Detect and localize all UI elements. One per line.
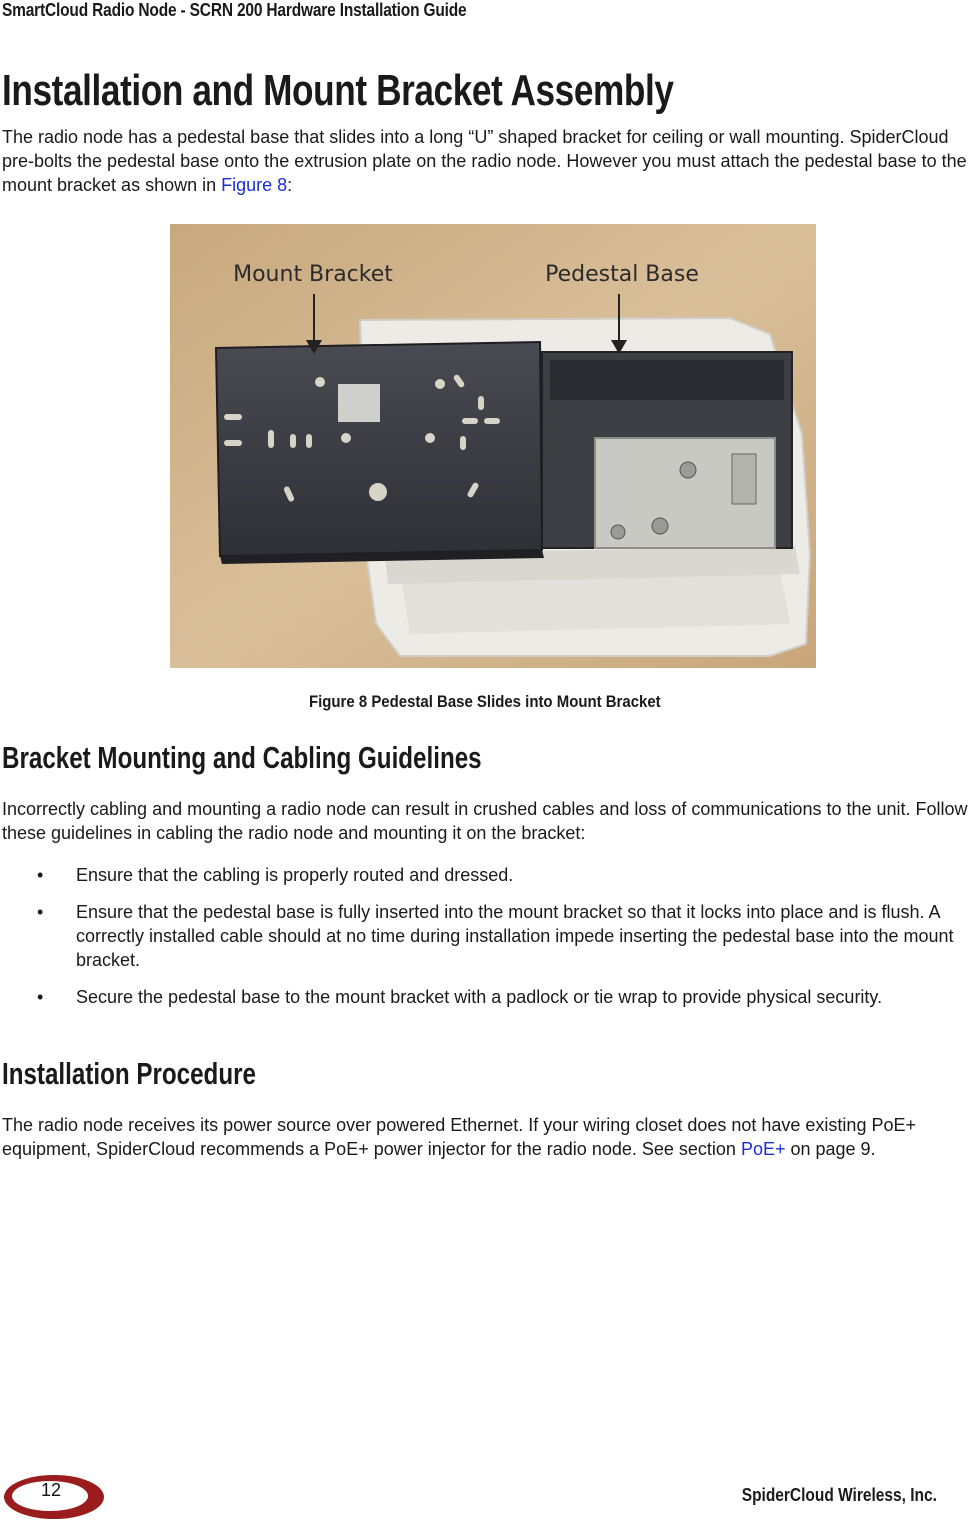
bullet-dot: •: [37, 902, 44, 922]
guidelines-list: [0, 863, 970, 1022]
list-item: [0, 900, 970, 972]
bullet-text: Secure the pedestal base to the mount bracket with a padlock or tie wrap to provide physical security.: [76, 987, 883, 1007]
bracket-slot-8: [484, 418, 500, 424]
bracket-slot-4: [290, 434, 296, 448]
bullet-text: Ensure that the cabling is properly routed and dressed.: [76, 865, 514, 885]
bracket-hole-2: [435, 379, 445, 389]
bracket-slot: [224, 414, 242, 420]
screw-head-2: [652, 518, 668, 534]
section-heading-installation-mount-bracket: Installation and Mount Bracket Assembly: [2, 66, 674, 115]
guidelines-paragraph: Incorrectly cabling and mounting a radio node can result in crushed cables and loss of communications to the unit. Follow these guidelines in cabling the radio node and mounting it on the bracket:: [2, 799, 968, 843]
bracket-slot-2: [224, 440, 242, 446]
procedure-paragraph: [2, 1113, 970, 1161]
tray-channel: [550, 360, 784, 400]
bracket-round-hole: [369, 483, 387, 501]
poe-plus-link[interactable]: PoE+: [740, 1139, 786, 1159]
bracket-slot-10: [460, 436, 466, 450]
bracket-slot-7: [462, 418, 478, 424]
bracket-hole-4: [425, 433, 435, 443]
bracket-slot-9: [478, 396, 484, 410]
section-heading-bracket-mounting: Bracket Mounting and Cabling Guidelines: [2, 740, 482, 775]
section-heading-installation-procedure: Installation Procedure: [2, 1056, 256, 1091]
bullet-dot: •: [37, 987, 44, 1007]
figure-caption-text: Figure 8 Pedestal Base Slides into Mount Bracket: [309, 692, 661, 711]
mount-bracket-photo: [170, 224, 816, 668]
screw-head: [680, 462, 696, 478]
procedure-text-end: on page 9.: [785, 1139, 876, 1159]
bracket-hole-3: [341, 433, 351, 443]
figure-8-link[interactable]: Figure 8: [221, 175, 288, 195]
figure-8-photo: [170, 224, 816, 668]
running-header: SmartCloud Radio Node - SCRN 200 Hardware Installation Guide: [2, 0, 467, 20]
list-item: [0, 985, 970, 1009]
footer-company-name: SpiderCloud Wireless, Inc.: [741, 1485, 937, 1505]
page-number: 12: [40, 1480, 62, 1500]
intro-text-end: :: [287, 175, 293, 195]
bracket-slot-5: [306, 434, 312, 448]
latch-clip: [732, 454, 756, 504]
intro-text: The radio node has a pedestal base that slides into a long “U” shaped bracket for ceiling or wall mounting. SpiderCloud pre-bolts the pedestal base onto the extrusion plate on the radio node. However you must attach the pedestal base to the mount bracket as shown in: [2, 127, 967, 195]
list-item: [0, 863, 970, 887]
pedestal-base-label: Pedestal Base: [545, 262, 699, 287]
bracket-square-cutout: [338, 384, 380, 422]
screw-head-3: [611, 525, 625, 539]
bracket-slot-3: [268, 430, 274, 448]
bracket-hole: [315, 377, 325, 387]
mount-bracket-plate: [216, 342, 542, 556]
figure-caption: [0, 692, 970, 712]
bullet-text: Ensure that the pedestal base is fully inserted into the mount bracket so that it locks into place and is flush. A correctly installed cable should at no time during installation impede inserting the pedestal base into the mount bracket.: [76, 902, 954, 970]
intro-paragraph: [2, 125, 970, 197]
procedure-text: The radio node receives its power source over powered Ethernet. If your wiring closet does not have existing PoE+ equipment, SpiderCloud recommends a PoE+ power injector for the radio node. See section: [2, 1115, 916, 1159]
bullet-dot: •: [37, 865, 44, 885]
mount-bracket-label: Mount Bracket: [233, 262, 393, 287]
